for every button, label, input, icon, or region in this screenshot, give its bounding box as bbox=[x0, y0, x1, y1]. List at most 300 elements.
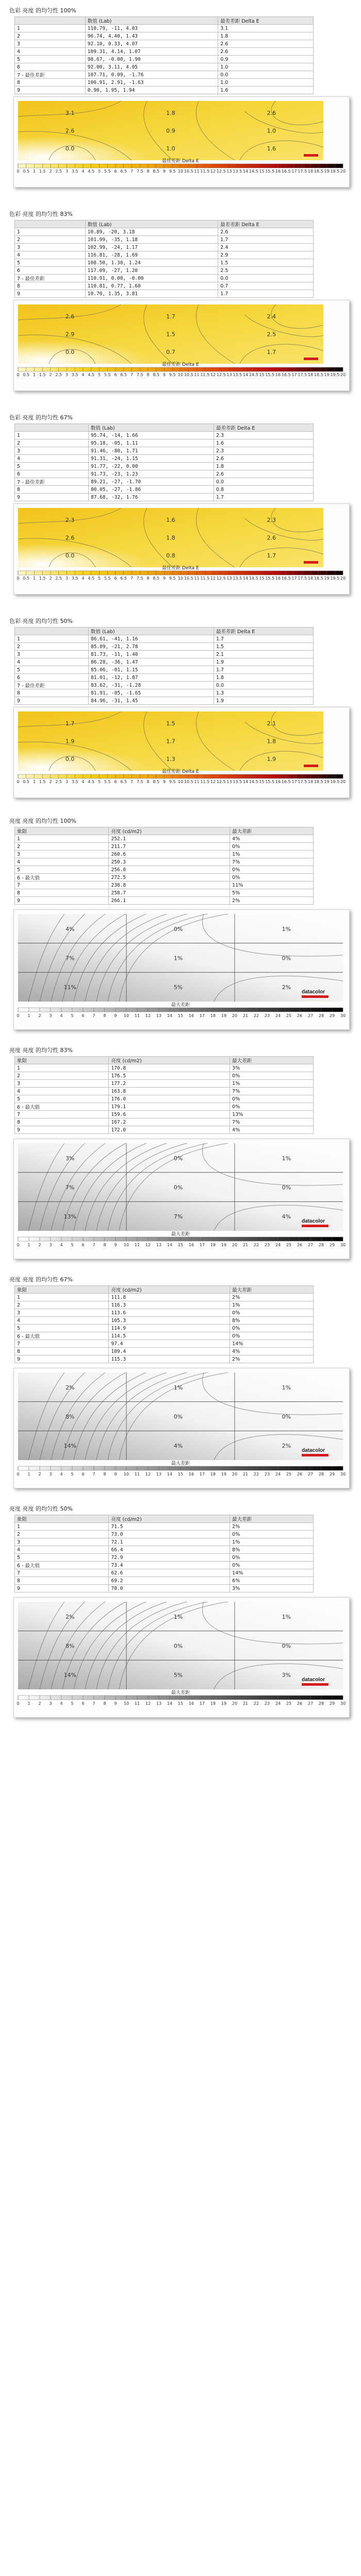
scale-tick-label: 5 bbox=[71, 1243, 74, 1247]
scale-tick-label: 2.5 bbox=[55, 372, 62, 377]
scale-tick-label: 0 bbox=[17, 779, 20, 784]
table-row bbox=[15, 25, 314, 32]
scale-tick-label: 19 bbox=[221, 1243, 227, 1247]
scale-tick-label: 0 bbox=[17, 1243, 20, 1247]
table-cell: 8 bbox=[15, 1118, 109, 1126]
scale-tick-label: 1 bbox=[32, 576, 36, 581]
scale-tick-label: 14 bbox=[167, 1013, 173, 1018]
table-row bbox=[15, 71, 314, 79]
scale-tick-label: 2.5 bbox=[55, 169, 62, 174]
table-cell: 0% bbox=[230, 1095, 314, 1103]
scale-tick-label: 16 bbox=[275, 169, 281, 174]
table-row bbox=[15, 1072, 314, 1080]
grid-cell-value: 2.1 bbox=[267, 720, 276, 727]
table-row bbox=[15, 843, 314, 851]
luminance-uniformity-section bbox=[9, 1275, 352, 1492]
scale-tick-label: 13 bbox=[226, 372, 232, 377]
brand-logo-text: datacolor bbox=[302, 1448, 325, 1453]
table-row bbox=[15, 866, 314, 874]
scale-tick-label: 27 bbox=[307, 1243, 314, 1247]
table-cell: 81.91, -05, -1.65 bbox=[88, 689, 214, 697]
scale-tick-label: 4.5 bbox=[88, 169, 95, 174]
grid-cell-value: 8% bbox=[65, 1413, 75, 1420]
scale-tick-label: 28 bbox=[318, 1701, 324, 1706]
scale-tick-label: 16 bbox=[275, 372, 281, 377]
table-cell: 1 bbox=[15, 1064, 109, 1072]
scale-tick-label: 1.5 bbox=[39, 779, 46, 784]
grid-cell-value: 7% bbox=[173, 1213, 183, 1221]
table-row bbox=[15, 1538, 314, 1546]
table-cell: 81.73, -11, 1.40 bbox=[88, 651, 214, 658]
scale-tick-label: 16 bbox=[275, 576, 281, 581]
table-cell: 73.4 bbox=[109, 1562, 230, 1569]
table-cell: 117.09, -27, 1.20 bbox=[85, 267, 218, 275]
grid-cell-value: 1.7 bbox=[267, 552, 276, 559]
table-row bbox=[15, 486, 314, 494]
table-cell: 95.74, -14, 1.66 bbox=[88, 432, 214, 439]
scale-tick-label: 5.5 bbox=[104, 576, 111, 581]
table-cell: 1.5 bbox=[218, 259, 314, 267]
grid-cell-value: 11% bbox=[63, 984, 77, 991]
grid-cell-value: 5% bbox=[173, 1672, 183, 1679]
table-row bbox=[15, 1126, 314, 1134]
table-row bbox=[15, 1585, 314, 1592]
table-cell: 1.8 bbox=[214, 463, 313, 470]
brand-mark bbox=[304, 358, 318, 360]
column-header: 象限 bbox=[15, 1515, 109, 1523]
table-cell: 73.0 bbox=[109, 1531, 230, 1538]
scale-tick-label: 15.5 bbox=[265, 576, 275, 581]
scale-tick-label: 7 bbox=[130, 372, 134, 377]
table-cell: 250.3 bbox=[109, 858, 230, 866]
scale-tick-label: 16 bbox=[275, 779, 281, 784]
scale-tick-label: 9 bbox=[162, 779, 166, 784]
table-cell: 7 - 最佳差距 bbox=[15, 275, 86, 282]
scale-title: 最大差距 bbox=[171, 1690, 190, 1696]
scale-tick-label: 15.5 bbox=[265, 169, 275, 174]
table-row bbox=[15, 48, 314, 56]
table-cell: 9 bbox=[15, 697, 89, 705]
scale-tick-label: 4 bbox=[60, 1472, 63, 1477]
grid-cell-value: 0% bbox=[173, 1184, 183, 1191]
grid-cell-value: 8% bbox=[65, 1642, 75, 1650]
scale-tick-label: 6 bbox=[114, 779, 117, 784]
scale-tick-label: 18 bbox=[307, 576, 314, 581]
table-row bbox=[15, 643, 314, 651]
scale-tick-label: 25 bbox=[286, 1243, 292, 1247]
grid-cell-value: 2.6 bbox=[65, 127, 75, 134]
table-cell: 0.90, 1.95, 1.94 bbox=[85, 87, 218, 94]
scale-tick-label: 10 bbox=[123, 1013, 129, 1018]
scale-tick-label: 18 bbox=[307, 372, 314, 377]
table-cell: 163.8 bbox=[109, 1088, 230, 1095]
scale-tick-label: 11 bbox=[194, 372, 200, 377]
table-row bbox=[15, 251, 314, 259]
scale-tick-label: 3 bbox=[49, 1243, 52, 1247]
table-cell: 1 bbox=[15, 25, 86, 32]
scale-tick-label: 12 bbox=[210, 779, 216, 784]
table-cell: 1.5 bbox=[214, 643, 313, 651]
grid-cell-value: 1.7 bbox=[65, 720, 75, 727]
table-cell: 4% bbox=[230, 1348, 314, 1355]
scale-tick-label: 9 bbox=[162, 169, 166, 174]
table-cell: 109.4 bbox=[109, 1348, 230, 1355]
scale-tick-label: 30 bbox=[340, 1013, 346, 1018]
scale-tick-label: 12 bbox=[145, 1013, 151, 1018]
table-cell: 5 bbox=[15, 1095, 109, 1103]
scale-tick-label: 24 bbox=[275, 1243, 281, 1247]
table-cell: 2 bbox=[15, 236, 86, 244]
grid-cell-value: 0% bbox=[282, 1642, 291, 1650]
table-cell: 1.7 bbox=[214, 635, 313, 643]
scale-tick-label: 24 bbox=[275, 1472, 281, 1477]
scale-tick-label: 16.5 bbox=[281, 169, 291, 174]
brand-mark bbox=[302, 995, 329, 998]
table-cell: 3 bbox=[15, 651, 89, 658]
table-cell: 96.74, 4.40, 1.43 bbox=[85, 32, 218, 40]
table-cell: 83.62, -31, -1.28 bbox=[88, 682, 214, 689]
scale-tick-label: 19 bbox=[221, 1013, 227, 1018]
scale-tick-label: 4 bbox=[60, 1243, 63, 1247]
table-cell: 176.5 bbox=[109, 1072, 230, 1080]
scale-tick-label: 30 bbox=[340, 1472, 346, 1477]
table-cell: 2% bbox=[230, 1294, 314, 1301]
column-header: 亮度 (cd/m2) bbox=[109, 1515, 230, 1523]
scale-tick-label: 3.5 bbox=[71, 169, 78, 174]
scale-tick-label: 8.5 bbox=[153, 576, 160, 581]
table-row bbox=[15, 1531, 314, 1538]
scale-tick-label: 2.5 bbox=[55, 779, 62, 784]
table-cell: 7 bbox=[15, 1569, 109, 1577]
table-cell: 85.09, -21, 2.78 bbox=[88, 643, 214, 651]
scale-tick-label: 5 bbox=[71, 1013, 74, 1018]
column-header bbox=[15, 221, 86, 228]
table-cell: 114.9 bbox=[109, 1325, 230, 1332]
scale-tick-label: 26 bbox=[297, 1472, 303, 1477]
table-row bbox=[15, 1103, 314, 1111]
scale-tick-label: 19 bbox=[324, 169, 330, 174]
scale-tick-label: 7 bbox=[130, 169, 134, 174]
scale-tick-label: 12.5 bbox=[216, 779, 226, 784]
grid-cell-value: 0.9 bbox=[166, 127, 175, 134]
scale-tick-label: 7 bbox=[130, 576, 134, 581]
table-cell: 6 bbox=[15, 674, 89, 682]
grid-cell-value: 0.0 bbox=[65, 552, 75, 559]
brand-mark bbox=[304, 154, 318, 157]
table-cell: 1% bbox=[230, 1080, 314, 1088]
scale-tick-label: 8 bbox=[146, 779, 150, 784]
scale-tick-label: 3.5 bbox=[71, 372, 78, 377]
table-cell: 1.8 bbox=[218, 32, 314, 40]
data-table bbox=[14, 1285, 314, 1363]
scale-tick-label: 8 bbox=[146, 372, 150, 377]
scale-tick-label: 6.5 bbox=[120, 372, 127, 377]
table-cell: 2.6 bbox=[218, 228, 314, 236]
table-cell: 159.6 bbox=[109, 1111, 230, 1118]
column-header: 最差差距 Delta E bbox=[214, 424, 313, 432]
scale-tick-label: 5.5 bbox=[104, 169, 111, 174]
table-cell: 4 bbox=[15, 858, 109, 866]
table-cell: 116.81, -28, 1.69 bbox=[85, 251, 218, 259]
table-cell: 238.8 bbox=[109, 882, 230, 889]
scale-tick-label: 12 bbox=[145, 1701, 151, 1706]
table-row bbox=[15, 79, 314, 87]
grid-cell-value: 7% bbox=[65, 955, 75, 962]
grid-cell-value: 0% bbox=[282, 1184, 291, 1191]
table-cell: 91.46, -80, 1.71 bbox=[88, 447, 214, 455]
scale-tick-label: 14 bbox=[167, 1243, 173, 1247]
scale-tick-label: 23 bbox=[264, 1701, 270, 1706]
heatmap-svg bbox=[14, 97, 349, 187]
scale-tick-label: 11.5 bbox=[200, 576, 210, 581]
scale-tick-label: 20 bbox=[232, 1701, 238, 1706]
grid-cell-value: 1.5 bbox=[166, 720, 175, 727]
scale-tick-label: 1 bbox=[32, 779, 36, 784]
scale-tick-label: 19 bbox=[221, 1701, 227, 1706]
table-cell: 98.67, -0.00, 1.90 bbox=[85, 56, 218, 63]
grid-cell-value: 0% bbox=[173, 1413, 183, 1420]
grid-cell-value: 2.9 bbox=[65, 331, 75, 338]
scale-tick-label: 0 bbox=[17, 372, 20, 377]
table-cell: 92.10, 0.33, 4.07 bbox=[85, 40, 218, 48]
table-cell: 7 bbox=[15, 1111, 109, 1118]
scale-tick-label: 27 bbox=[307, 1013, 314, 1018]
scale-tick-label: 9 bbox=[162, 372, 166, 377]
table-header-row bbox=[15, 827, 314, 835]
table-header-row bbox=[15, 1515, 314, 1523]
table-cell: 1 bbox=[15, 432, 89, 439]
scale-tick-label: 2.5 bbox=[55, 576, 62, 581]
scale-tick-label: 27 bbox=[307, 1701, 314, 1706]
scale-tick-label: 11.5 bbox=[200, 169, 210, 174]
table-cell: 7 bbox=[15, 1340, 109, 1348]
scale-tick-label: 19.5 bbox=[330, 576, 340, 581]
table-cell: 2 bbox=[15, 643, 89, 651]
scale-tick-label: 8 bbox=[103, 1243, 106, 1247]
column-header: 象限 bbox=[15, 827, 109, 835]
scale-tick-label: 19.5 bbox=[330, 779, 340, 784]
table-cell: 0.0 bbox=[218, 275, 314, 282]
scale-tick-label: 3 bbox=[65, 372, 69, 377]
table-header-row bbox=[15, 17, 314, 25]
table-row bbox=[15, 267, 314, 275]
table-cell: 0% bbox=[230, 874, 314, 882]
scale-tick-label: 17.5 bbox=[298, 779, 307, 784]
scale-tick-label: 6 bbox=[114, 372, 117, 377]
table-cell: 3 bbox=[15, 1309, 109, 1317]
scale-tick-label: 14.5 bbox=[249, 576, 258, 581]
table-row bbox=[15, 697, 314, 705]
column-header: 最大差距 bbox=[230, 1057, 314, 1064]
table-cell: 3 bbox=[15, 244, 86, 251]
scale-tick-label: 11.5 bbox=[200, 779, 210, 784]
scale-tick-label: 17 bbox=[199, 1472, 205, 1477]
scale-tick-label: 15 bbox=[177, 1701, 184, 1706]
table-cell: 6 bbox=[15, 267, 86, 275]
table-row bbox=[15, 494, 314, 501]
scale-tick-label: 12 bbox=[210, 576, 216, 581]
table-cell: 5 bbox=[15, 666, 89, 674]
table-cell: 91.73, -23, 1.23 bbox=[88, 470, 214, 478]
scale-tick-label: 15 bbox=[177, 1243, 184, 1247]
scale-tick-label: 9 bbox=[114, 1472, 117, 1477]
scale-tick-label: 25 bbox=[286, 1472, 292, 1477]
table-cell: 7 - 最佳差距 bbox=[15, 478, 89, 486]
scale-tick-label: 9 bbox=[114, 1013, 117, 1018]
scale-tick-label: 26 bbox=[297, 1243, 303, 1247]
scale-tick-label: 13.5 bbox=[233, 372, 242, 377]
scale-tick-label: 25 bbox=[286, 1013, 292, 1018]
table-row bbox=[15, 682, 314, 689]
data-table bbox=[14, 1515, 314, 1592]
grid-cell-value: 1.6 bbox=[267, 145, 276, 152]
section-title: 亮度 亮度 的均匀性 83% bbox=[9, 1047, 73, 1054]
table-cell: 1 bbox=[15, 635, 89, 643]
scale-tick-label: 18 bbox=[210, 1472, 216, 1477]
scale-tick-label: 12 bbox=[210, 169, 216, 174]
table-cell: 1.0 bbox=[218, 63, 314, 71]
grid-cell-value: 3.1 bbox=[65, 110, 75, 116]
brand-mark bbox=[302, 1225, 329, 1227]
table-row bbox=[15, 674, 314, 682]
grid-cell-value: 14% bbox=[63, 1672, 77, 1679]
grid-cell-value: 13% bbox=[63, 1213, 77, 1221]
scale-tick-label: 13 bbox=[156, 1013, 162, 1018]
table-cell: 5 bbox=[15, 1325, 109, 1332]
scale-tick-label: 29 bbox=[329, 1701, 335, 1706]
table-cell: 1.7 bbox=[214, 494, 313, 501]
scale-tick-label: 18.5 bbox=[314, 779, 323, 784]
scale-tick-label: 10 bbox=[177, 169, 184, 174]
scale-tick-label: 2 bbox=[38, 1013, 41, 1018]
scale-tick-label: 7 bbox=[92, 1472, 95, 1477]
table-cell: 7% bbox=[230, 858, 314, 866]
scale-tick-label: 21 bbox=[242, 1243, 249, 1247]
scale-tick-label: 5 bbox=[71, 1701, 74, 1706]
scale-tick-label: 14 bbox=[242, 372, 249, 377]
table-cell: 2.6 bbox=[214, 470, 313, 478]
column-header: 最大差距 bbox=[230, 1286, 314, 1294]
table-cell: 4 bbox=[15, 658, 89, 666]
scale-tick-label: 8 bbox=[103, 1013, 106, 1018]
table-cell: 110.81, 0.77, 1.60 bbox=[85, 282, 218, 290]
table-cell: 62.6 bbox=[109, 1569, 230, 1577]
scale-tick-label: 15 bbox=[259, 576, 265, 581]
table-cell: 2.1 bbox=[214, 651, 313, 658]
table-cell: 0% bbox=[230, 1103, 314, 1111]
column-header bbox=[15, 424, 89, 432]
scale-tick-label: 7.5 bbox=[136, 372, 143, 377]
table-cell: 0% bbox=[230, 843, 314, 851]
scale-tick-label: 9 bbox=[162, 576, 166, 581]
scale-tick-label: 0.5 bbox=[23, 576, 30, 581]
scale-tick-label: 2 bbox=[38, 1243, 41, 1247]
scale-tick-label: 12 bbox=[145, 1472, 151, 1477]
table-cell: 1% bbox=[230, 851, 314, 858]
scale-tick-label: 10.5 bbox=[184, 576, 193, 581]
scale-tick-label: 11 bbox=[134, 1701, 140, 1706]
table-row bbox=[15, 1523, 314, 1531]
data-table bbox=[14, 220, 314, 298]
table-cell: 7% bbox=[230, 1088, 314, 1095]
scale-tick-label: 1.5 bbox=[39, 576, 46, 581]
table-row bbox=[15, 666, 314, 674]
table-cell: 2% bbox=[230, 897, 314, 905]
scale-tick-label: 7.5 bbox=[136, 576, 143, 581]
table-cell: 2 bbox=[15, 439, 89, 447]
scale-tick-label: 17 bbox=[199, 1013, 205, 1018]
table-cell: 81.01, -12, 1.87 bbox=[88, 674, 214, 682]
grid-cell-value: 2% bbox=[282, 1443, 291, 1450]
scale-tick-label: 10 bbox=[123, 1472, 129, 1477]
table-cell: 272.5 bbox=[109, 874, 230, 882]
scale-tick-label: 14 bbox=[167, 1701, 173, 1706]
table-cell: 1.7 bbox=[218, 290, 314, 298]
scale-tick-label: 14 bbox=[242, 576, 249, 581]
table-cell: 116.3 bbox=[109, 1301, 230, 1309]
scale-tick-label: 15 bbox=[259, 779, 265, 784]
scale-tick-label: 5 bbox=[97, 372, 101, 377]
table-cell: 80.05, -27, -1.86 bbox=[88, 486, 214, 494]
table-cell: 177.2 bbox=[109, 1080, 230, 1088]
table-cell: 0% bbox=[230, 1072, 314, 1080]
scale-tick-label: 12.5 bbox=[216, 169, 226, 174]
table-cell: 7 bbox=[15, 882, 109, 889]
scale-tick-label: 17 bbox=[199, 1701, 205, 1706]
scale-tick-label: 17.5 bbox=[298, 576, 307, 581]
table-cell: 9 bbox=[15, 290, 86, 298]
heatmap-svg bbox=[14, 910, 349, 1029]
scale-tick-label: 13 bbox=[156, 1472, 162, 1477]
table-header-row bbox=[15, 1286, 314, 1294]
table-cell: 3 bbox=[15, 40, 86, 48]
scale-tick-label: 10.5 bbox=[184, 779, 193, 784]
scale-tick-label: 3 bbox=[65, 576, 69, 581]
table-cell: 111.8 bbox=[109, 1294, 230, 1301]
table-cell: 0.0 bbox=[214, 478, 313, 486]
table-cell: 14% bbox=[230, 1569, 314, 1577]
table-cell: 4% bbox=[230, 835, 314, 843]
scale-tick-label: 10 bbox=[177, 372, 184, 377]
grid-cell-value: 0% bbox=[173, 1155, 183, 1162]
grid-cell-value: 0.7 bbox=[166, 349, 175, 355]
table-cell: 2.9 bbox=[218, 251, 314, 259]
scale-tick-label: 8.5 bbox=[153, 169, 160, 174]
scale-tick-label: 15 bbox=[177, 1013, 184, 1018]
grid-cell-value: 2.6 bbox=[65, 534, 75, 541]
scale-tick-label: 12.5 bbox=[216, 372, 226, 377]
scale-tick-label: 20 bbox=[340, 779, 346, 784]
table-cell: 1 bbox=[15, 1523, 109, 1531]
table-cell: 13% bbox=[230, 1111, 314, 1118]
table-row bbox=[15, 635, 314, 643]
scale-tick-label: 0 bbox=[17, 1013, 20, 1018]
brand-logo-text: datacolor bbox=[302, 1218, 325, 1224]
column-header bbox=[15, 628, 89, 635]
table-row bbox=[15, 1294, 314, 1301]
scale-tick-label: 21 bbox=[242, 1701, 249, 1706]
table-cell: 266.1 bbox=[109, 897, 230, 905]
scale-tick-label: 0.5 bbox=[23, 779, 30, 784]
scale-tick-label: 6.5 bbox=[120, 169, 127, 174]
grid-cell-value: 1.7 bbox=[267, 349, 276, 355]
table-cell: 252.1 bbox=[109, 835, 230, 843]
table-cell: 8% bbox=[230, 1546, 314, 1554]
scale-title: 最佳差距 Delta E bbox=[162, 362, 199, 367]
grid-cell-value: 14% bbox=[63, 1443, 77, 1450]
scale-tick-label: 10 bbox=[123, 1243, 129, 1247]
table-cell: 5 bbox=[15, 259, 86, 267]
